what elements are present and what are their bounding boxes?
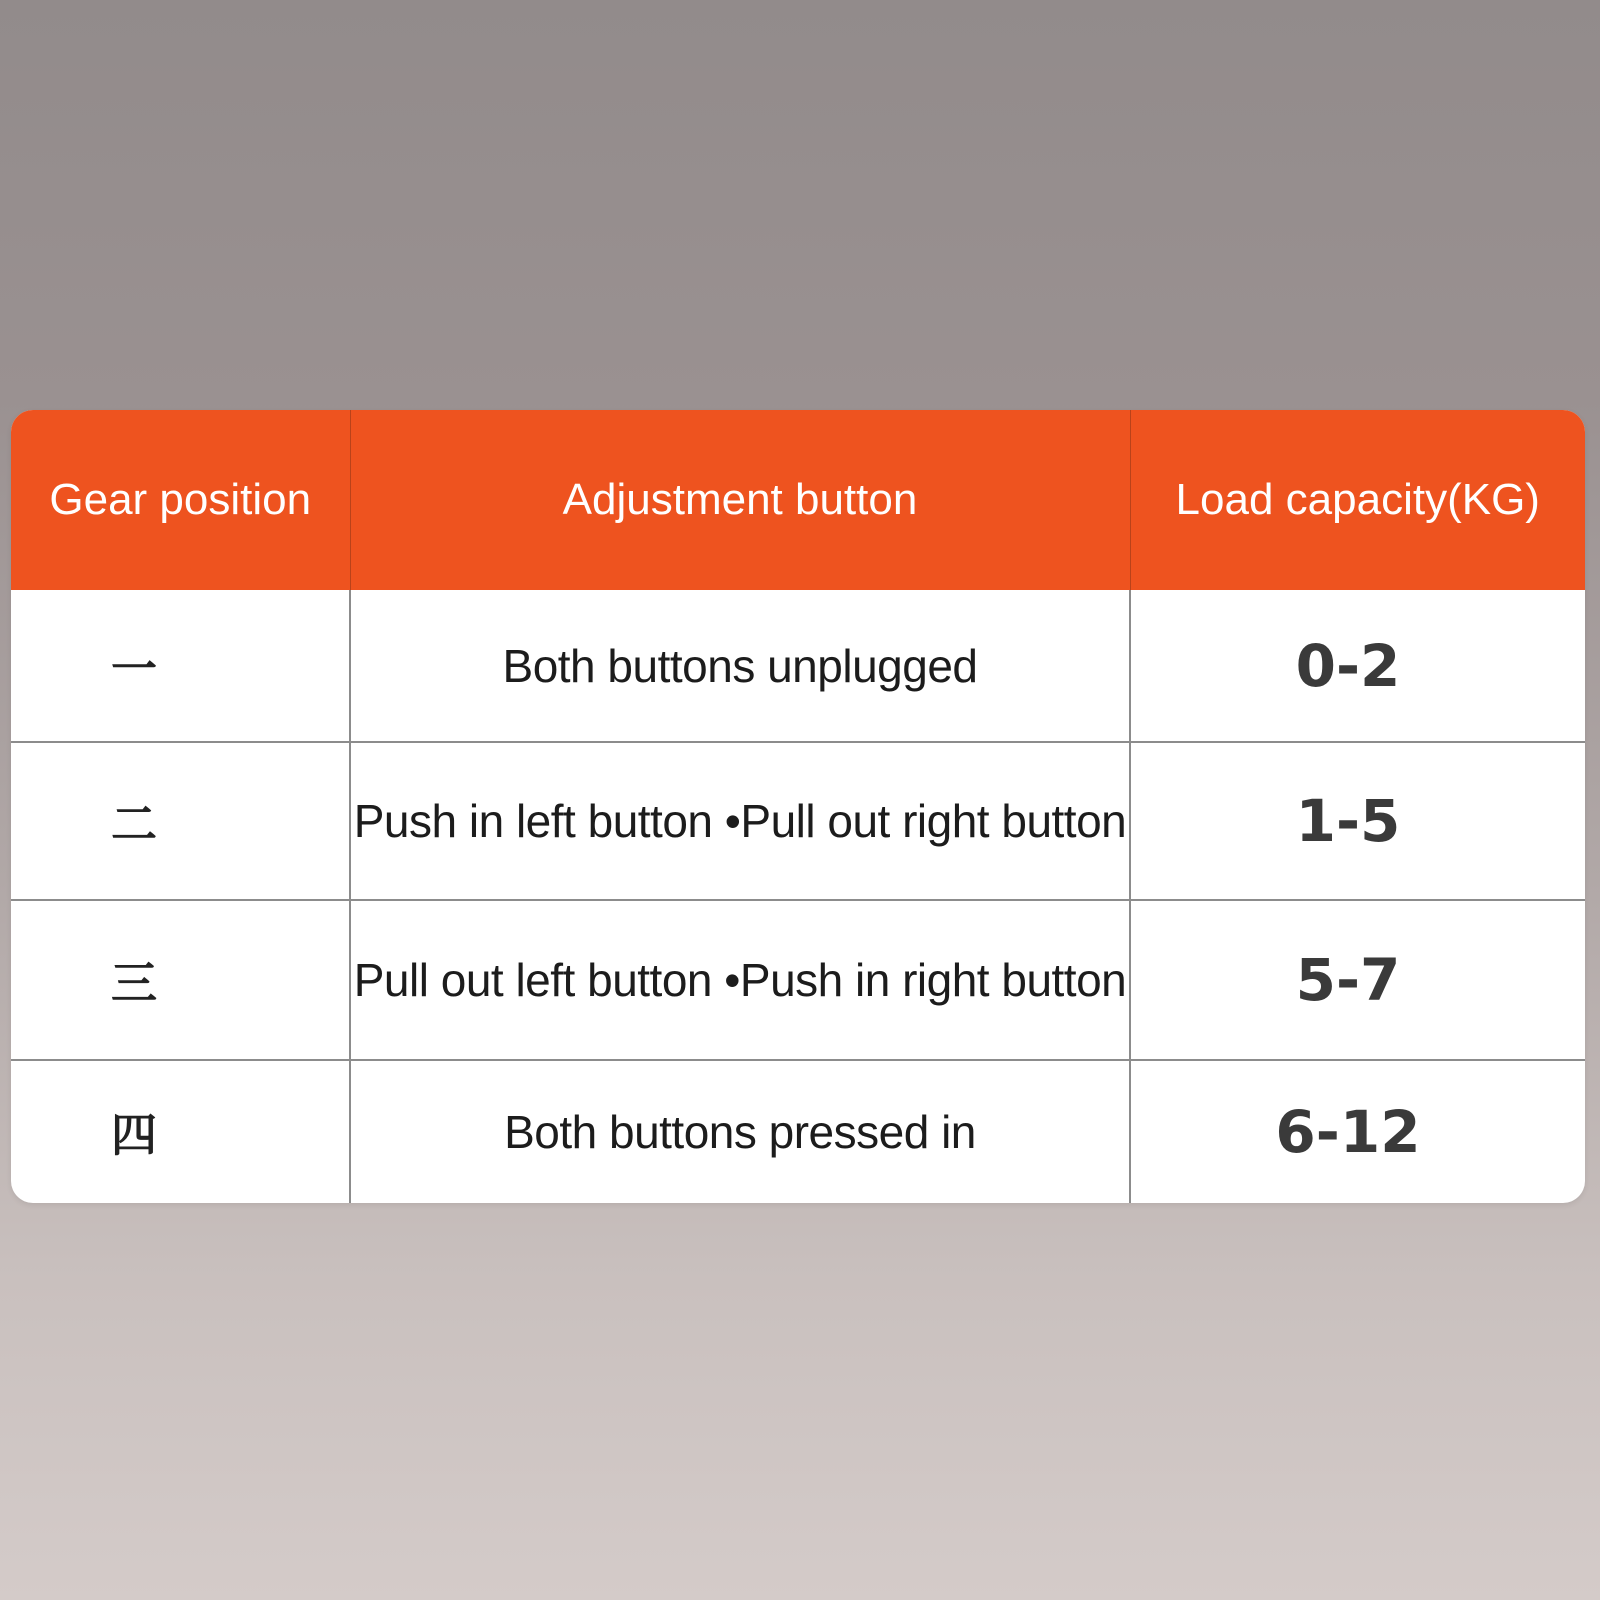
load-capacity-cell: 1-5 bbox=[1130, 742, 1585, 900]
header-gear-position: Gear position bbox=[11, 410, 350, 590]
table-body bbox=[11, 590, 1585, 1203]
load-capacity-cell: 5-7 bbox=[1130, 900, 1585, 1060]
table-header bbox=[11, 410, 1585, 590]
gear-position-cell: 三 bbox=[11, 900, 350, 1060]
gear-position-cell: 四 bbox=[11, 1060, 350, 1203]
adjustment-cell: Both buttons pressed in bbox=[350, 1060, 1130, 1203]
header-adjustment-button: Adjustment button bbox=[350, 410, 1130, 590]
adjustment-cell: Pull out left button •Push in right button bbox=[350, 900, 1130, 1060]
header-load-capacity: Load capacity(KG) bbox=[1130, 410, 1585, 590]
gear-table bbox=[11, 410, 1585, 1203]
adjustment-cell: Push in left button •Pull out right button bbox=[350, 742, 1130, 900]
adjustment-cell: Both buttons unplugged bbox=[350, 590, 1130, 742]
load-capacity-cell: 0-2 bbox=[1130, 590, 1585, 742]
table-row bbox=[11, 742, 1585, 900]
header-row bbox=[11, 410, 1585, 590]
table-row bbox=[11, 590, 1585, 742]
gear-position-cell: 二 bbox=[11, 742, 350, 900]
table-row bbox=[11, 1060, 1585, 1203]
gear-position-cell: 一 bbox=[11, 590, 350, 742]
load-capacity-cell: 6-12 bbox=[1275, 1098, 1421, 1166]
gear-table-card bbox=[11, 410, 1585, 1203]
table-row bbox=[11, 900, 1585, 1060]
